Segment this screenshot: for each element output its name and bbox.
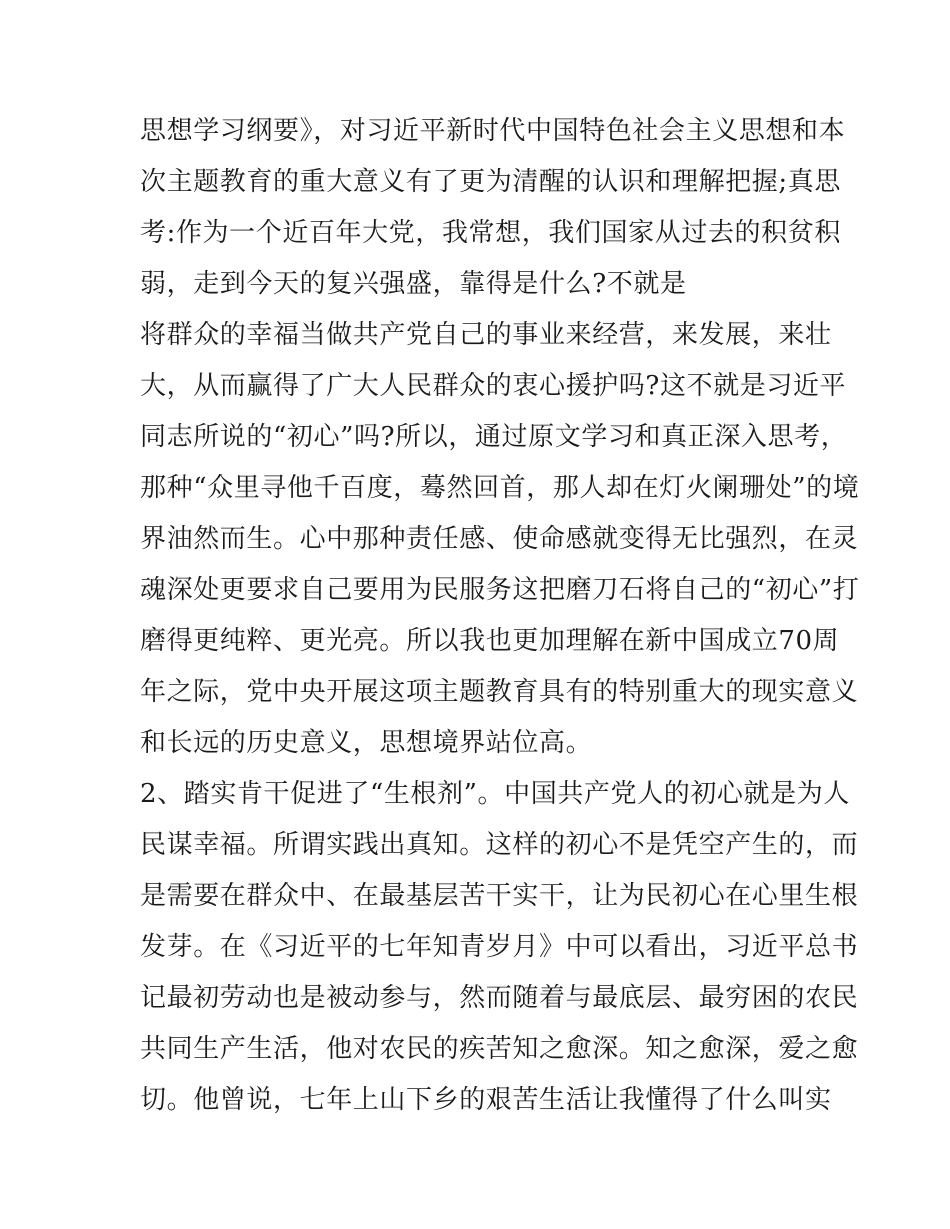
text-line: 记最初劳动也是被动参与，然而随着与最底层、最穷困的农民: [140, 983, 859, 1013]
text-line: 那种“众里寻他千百度，蓦然回首，那人却在灯火阑珊处”的境: [140, 473, 860, 503]
text-line: 发芽。在《习近平的七年知青岁月》中可以看出，习近平总书: [140, 932, 859, 962]
text-line: 魂深处更要求自己要用为民服务这把磨刀石将自己的“初心”打: [140, 575, 860, 605]
text-line: 将群众的幸福当做共产党自己的事业来经营，来发展，来壮: [140, 320, 832, 350]
text-line: 考:作为一个近百年大党，我常想，我们国家从过去的积贫积: [140, 218, 841, 248]
text-line: 同志所说的“初心”吗?所以，通过原文学习和真正深入思考，: [140, 422, 848, 452]
text-line: 磨得更纯粹、更光亮。所以我也更加理解在新中国成立70周: [140, 626, 840, 656]
text-line: 次主题教育的重大意义有了更为清醒的认识和理解把握;真思: [140, 167, 841, 197]
text-line: 弱，走到今天的复兴强盛，靠得是什么?不就是: [140, 269, 687, 299]
text-line: 2、踏实肯干促进了“生根剂”。中国共产党人的初心就是为人: [140, 779, 850, 809]
text-line: 界油然而生。心中那种责任感、使命感就变得无比强烈，在灵: [140, 524, 859, 554]
text-line: 和长远的历史意义，思想境界站位高。: [140, 728, 593, 758]
text-line: 切。他曾说，七年上山下乡的艰苦生活让我懂得了什么叫实: [140, 1085, 832, 1115]
body-text: [140, 106, 860, 1126]
text-line: 民谋幸福。所谓实践出真知。这样的初心不是凭空产生的，而: [140, 830, 859, 860]
text-line: 大，从而赢得了广大人民群众的衷心援护吗?这不就是习近平: [140, 371, 847, 401]
text-line: 是需要在群众中、在最基层苦干实干，让为民初心在心里生根: [140, 881, 859, 911]
text-line: 年之际，党中央开展这项主题教育具有的特别重大的现实意义: [140, 677, 859, 707]
text-line: 共同生产生活，他对农民的疾苦知之愈深。知之愈深，爱之愈: [140, 1034, 859, 1064]
text-line: 思想学习纲要》，对习近平新时代中国特色社会主义思想和本: [140, 116, 846, 146]
